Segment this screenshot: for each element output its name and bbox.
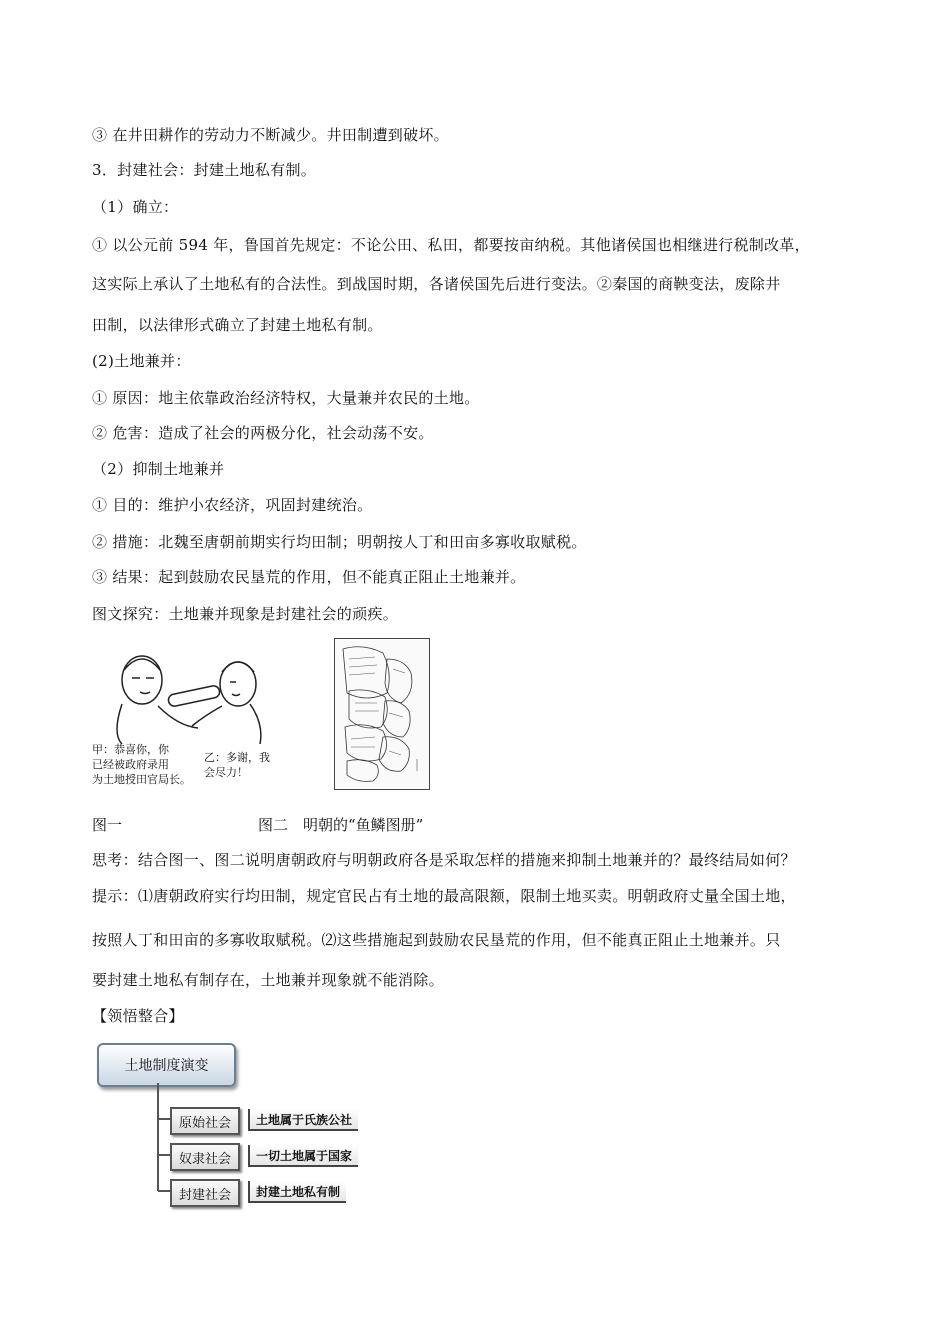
speech-yi bbox=[204, 750, 270, 780]
figure-fish-scale-register bbox=[334, 638, 430, 790]
diagram-node-primitive: 原始社会 bbox=[170, 1107, 240, 1135]
text-line-4: ① 以公元前 594 年，鲁国首先规定：不论公田、私田，都要按亩纳税。其他诸侯国也相继进行税制改革， bbox=[92, 236, 810, 254]
hint-line-1: 提示：⑴唐朝政府实行均田制，规定官民占有土地的最高限额，限制土地买卖。明朝政府丈量全国土地， bbox=[92, 887, 796, 905]
fish-scale-map bbox=[335, 639, 429, 789]
figure-cartoon bbox=[90, 650, 280, 790]
speech-jia-line: 已经被政府录用 bbox=[92, 758, 169, 771]
speech-yi-line: 会尽力！ bbox=[204, 766, 248, 779]
text-line-14: 图文探究：土地兼并现象是封建社会的顽疾。 bbox=[92, 605, 399, 623]
text-line-13: ③ 结果：起到鼓励农民垦荒的作用，但不能真正阻止土地兼并。 bbox=[92, 568, 526, 586]
question-line: 思考：结合图一、图二说明唐朝政府与明朝政府各是采取怎样的措施来抑制土地兼并的？最终结局如何？ bbox=[92, 851, 796, 869]
section-heading: 【领悟整合】 bbox=[92, 1007, 184, 1025]
diagram-root-box: 土地制度演变 bbox=[97, 1043, 236, 1087]
speech-jia-line: 为土地授田官局长。 bbox=[92, 773, 191, 786]
text-line-11: ① 目的：维护小农经济，巩固封建统治。 bbox=[92, 496, 373, 514]
text-line-1: ③ 在井田耕作的劳动力不断减少。井田制遭到破坏。 bbox=[92, 126, 449, 144]
text-line-3: （1）确立： bbox=[92, 198, 179, 216]
text-line-9: ② 危害：造成了社会的两极分化，社会动荡不安。 bbox=[92, 424, 434, 442]
text-line-2: 3．封建社会：封建土地私有制。 bbox=[92, 161, 317, 179]
speech-jia bbox=[92, 742, 191, 787]
caption-figure-1: 图一 bbox=[92, 816, 123, 834]
diagram-leaf-feudal: 封建土地私有制 bbox=[248, 1181, 346, 1203]
speech-jia-line: 甲：恭喜你，你 bbox=[92, 743, 169, 756]
text-line-6: 田制，以法律形式确立了封建土地私有制。 bbox=[92, 316, 383, 334]
text-line-12: ② 措施：北魏至唐朝前期实行均田制；明朝按人丁和田亩多寡收取赋税。 bbox=[92, 533, 587, 551]
text-line-5: 这实际上承认了土地私有的合法性。到战国时期，各诸侯国先后进行变法。②秦国的商鞅变法，废除井 bbox=[92, 275, 781, 293]
hint-line-3: 要封建土地私有制存在，土地兼并现象就不能消除。 bbox=[92, 971, 444, 989]
text-line-10: （2）抑制土地兼并 bbox=[92, 460, 225, 478]
caption-figure-2: 图二 明朝的“鱼鳞图册” bbox=[258, 816, 424, 834]
cartoon-drawing bbox=[90, 650, 280, 745]
diagram-node-slave: 奴隶社会 bbox=[170, 1143, 240, 1171]
text-line-7: (2)土地兼并： bbox=[92, 352, 191, 370]
hint-line-2: 按照人丁和田亩的多寡收取赋税。⑵这些措施起到鼓励农民垦荒的作用，但不能真正阻止土地兼并。只 bbox=[92, 931, 781, 949]
diagram-leaf-primitive: 土地属于氏族公社 bbox=[248, 1109, 358, 1131]
diagram-node-feudal: 封建社会 bbox=[170, 1179, 240, 1207]
diagram-leaf-slave: 一切土地属于国家 bbox=[248, 1145, 358, 1167]
text-line-8: ① 原因：地主依靠政治经济特权，大量兼并农民的土地。 bbox=[92, 389, 480, 407]
speech-yi-line: 乙：多谢，我 bbox=[204, 751, 270, 764]
